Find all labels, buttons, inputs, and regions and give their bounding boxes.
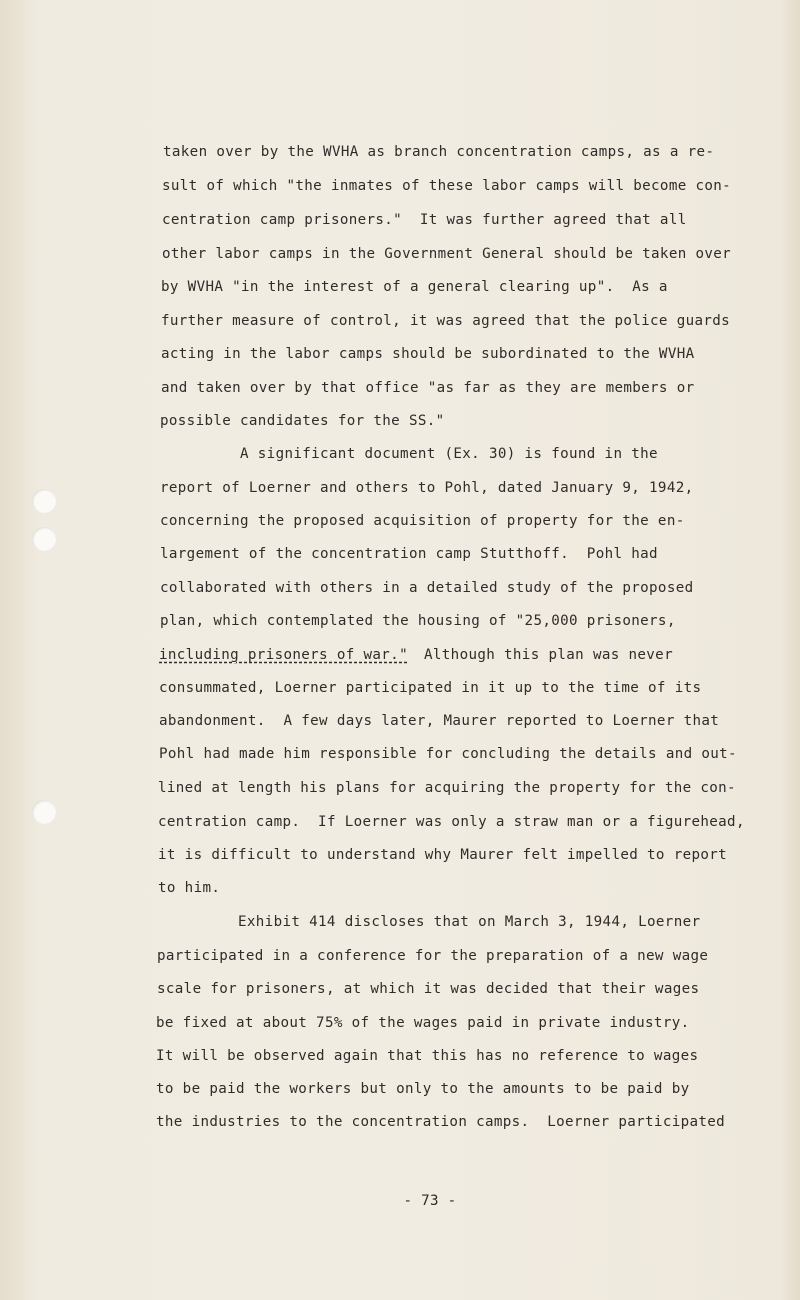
- text-line: sult of which "the inmates of these labor camps will become con-: [162, 178, 732, 194]
- text-line: the industries to the concentration camps. Loerner participated: [156, 1114, 726, 1130]
- punch-hole-top: [32, 489, 56, 513]
- text-line: Pohl had made him responsible for concluding the details and out-: [159, 746, 737, 762]
- text-line: to be paid the workers but only to the amounts to be paid by: [156, 1081, 690, 1097]
- text-line: lined at length his plans for acquiring the property for the con-: [158, 780, 736, 796]
- text-line: further measure of control, it was agreed that the police guards: [161, 313, 731, 329]
- text-line: centration camp. If Loerner was only a straw man or a figurehead,: [158, 814, 745, 830]
- text-line: be fixed at about 75% of the wages paid in private industry.: [156, 1015, 690, 1031]
- text-line: consummated, Loerner participated in it up to the time of its: [159, 680, 702, 696]
- text-line: possible candidates for the SS.": [160, 413, 445, 429]
- text-line: Although this plan was never: [424, 647, 673, 663]
- punch-hole-middle: [32, 527, 56, 551]
- text-line: concerning the proposed acquisition of property for the en-: [160, 513, 685, 529]
- text-line: it is difficult to understand why Maurer felt impelled to report: [158, 847, 728, 863]
- text-line: scale for prisoners, at which it was decided that their wages: [157, 981, 700, 997]
- text-line: Exhibit 414 discloses that on March 3, 1944, Loerner: [238, 914, 701, 930]
- text-line: centration camp prisoners." It was further agreed that all: [162, 212, 687, 228]
- text-line: by WVHA "in the interest of a general clearing up". As a: [161, 279, 668, 295]
- text-line: report of Loerner and others to Pohl, dated January 9, 1942,: [160, 480, 694, 496]
- text-line: collaborated with others in a detailed study of the proposed: [160, 580, 694, 596]
- underlined-phrase: including prisoners of war.": [159, 647, 408, 663]
- page-number: - 73 -: [403, 1193, 457, 1209]
- text-line: plan, which contemplated the housing of "25,000 prisoners,: [160, 613, 676, 629]
- text-line: participated in a conference for the preparation of a new wage: [157, 948, 709, 964]
- text-line: It will be observed again that this has no reference to wages: [156, 1048, 699, 1064]
- text-line: and taken over by that office "as far as they are members or: [161, 380, 695, 396]
- text-line: other labor camps in the Government General should be taken over: [162, 246, 732, 262]
- punch-hole-bottom: [32, 800, 56, 824]
- text-line: taken over by the WVHA as branch concentration camps, as a re-: [163, 144, 715, 160]
- text-line: largement of the concentration camp Stutthoff. Pohl had: [160, 546, 658, 562]
- text-line: acting in the labor camps should be subordinated to the WVHA: [161, 346, 695, 362]
- text-line: to him.: [158, 880, 221, 896]
- text-line: A significant document (Ex. 30) is found in the: [240, 446, 658, 462]
- text-line: abandonment. A few days later, Maurer reported to Loerner that: [159, 713, 720, 729]
